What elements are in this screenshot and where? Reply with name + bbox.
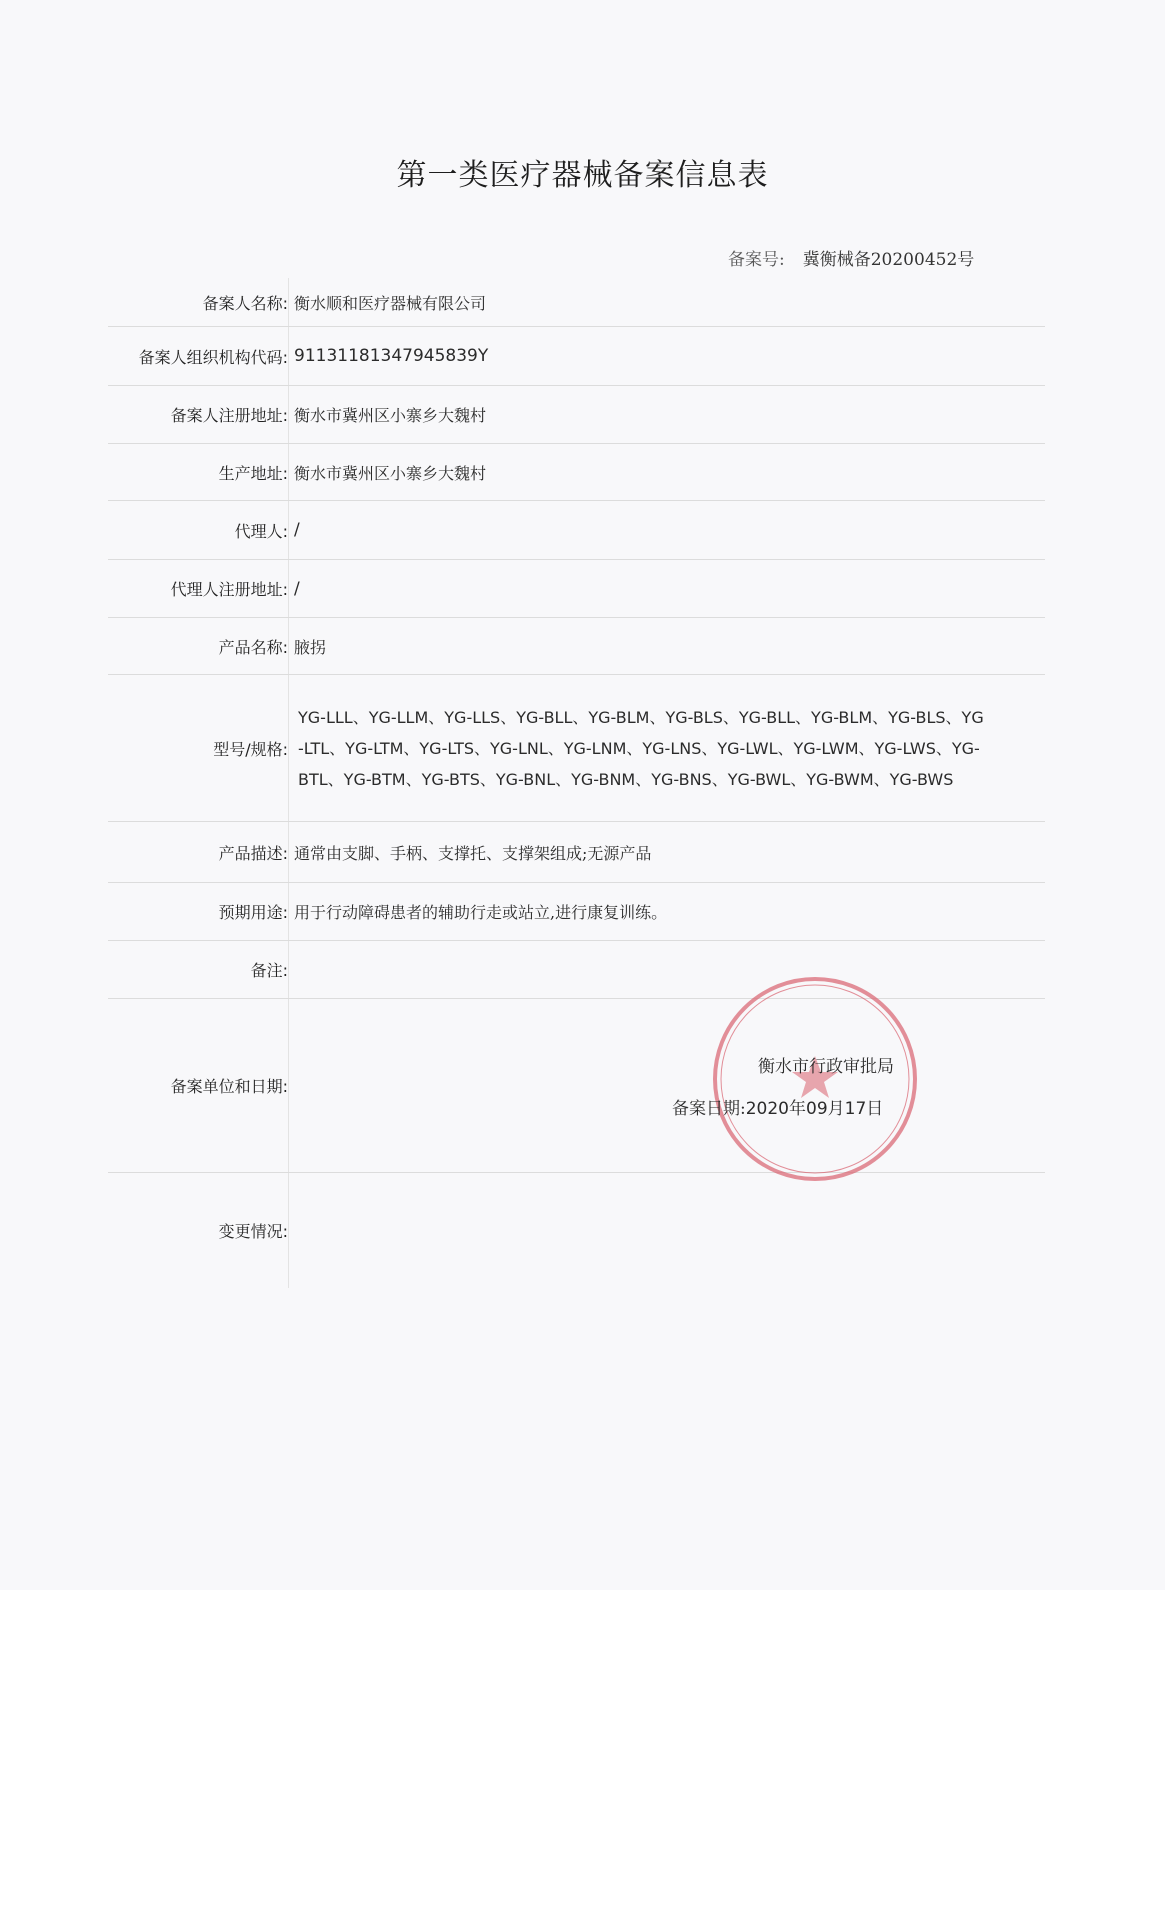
row-product-name [108,618,1045,675]
document-title: 第一类医疗器械备案信息表 [396,158,769,193]
filer-name-value: 衡水顺和医疗器械有限公司 [294,293,487,313]
filing-date-value: 2020年09月17日 [745,1099,884,1119]
filing-unit: 衡水市行政审批局 [758,1057,894,1077]
filer-address-label: 备案人注册地址: [170,406,288,425]
intended-use-value: 用于行动障碍患者的辅助行走或站立,进行康复训练。 [294,903,668,922]
filer-name-label: 备案人名称: [202,293,288,313]
agent-address-label: 代理人注册地址: [170,580,288,599]
row-agent-address [108,560,1045,618]
official-seal-icon [700,964,930,1194]
filing-date [672,1094,883,1119]
intended-use-label: 预期用途: [218,903,288,922]
product-name-label: 产品名称: [218,637,288,657]
description-label: 产品描述: [218,843,288,863]
row-filer-address [108,386,1045,444]
row-org-code [108,327,1045,386]
models-label: 型号/规格: [213,739,288,759]
org-code-value: 91131181347945839Y [294,346,489,366]
row-models [108,675,1045,822]
row-filer-name [108,278,1045,327]
changes-label: 变更情况: [218,1222,288,1241]
record-number-label: 备案号: [728,250,785,270]
product-name-value: 腋拐 [294,637,327,657]
record-number [728,245,974,270]
filing-date-label: 备案日期: [672,1099,746,1119]
agent-label: 代理人: [234,521,288,541]
filer-address-value: 衡水市冀州区小寨乡大魏村 [294,406,487,425]
row-production-address [108,444,1045,501]
org-code-label: 备案人组织机构代码: [138,347,288,367]
production-address-label: 生产地址: [218,463,288,483]
models-value: YG-LLL、YG-LLM、YG-LLS、YG-BLL、YG-BLM、YG-BLS、YG-BLL、YG-BLM、YG-BLS、YG-LTL、YG-LTM、YG-LTS、YG-LNL、YG-LNM、YG-LNS、YG-LWL、YG-LWM、YG-LWS、YG-BTL、YG-BTM、YG-BTS、YG-BNL、YG-BNM、YG-BNS、YG-BWL、YG-BWM、YG-BWS [298,707,984,789]
row-agent [108,501,1045,560]
remarks-label: 备注: [250,961,288,980]
row-description [108,822,1045,883]
record-number-value: 冀衡械备20200452号 [802,250,975,270]
row-intended-use [108,883,1045,941]
agent-address-value: / [294,578,300,599]
production-address-value: 衡水市冀州区小寨乡大魏村 [294,463,487,483]
description-value: 通常由支脚、手柄、支撑托、支撑架组成;无源产品 [294,843,652,863]
unit-and-date-label: 备案单位和日期: [170,1077,288,1096]
agent-value: / [294,520,300,540]
